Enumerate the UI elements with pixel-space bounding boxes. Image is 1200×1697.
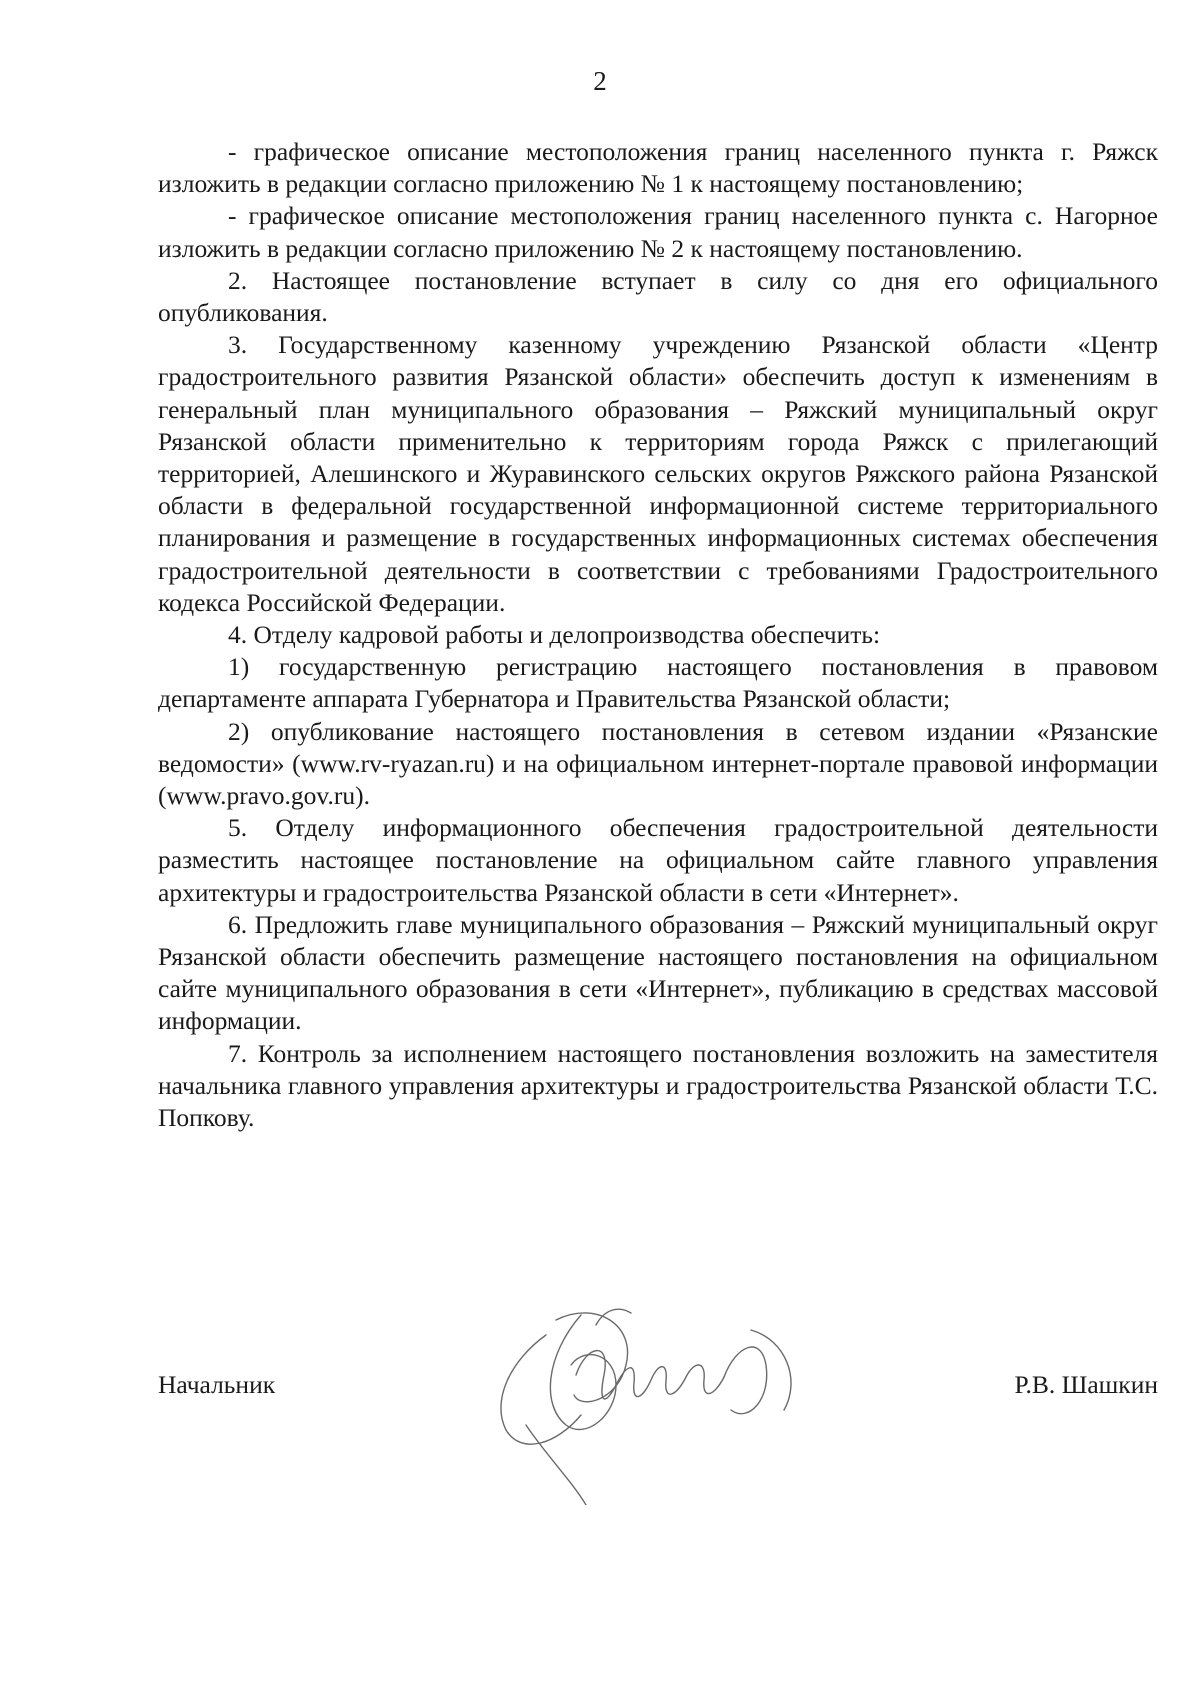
paragraph-boundary-ryazhsk: - графическое описание местоположения границ населенного пункта г. Ряжск изложить в редакции согласно приложению № 1 к настоящему постановлению; [158, 137, 1158, 199]
handwritten-signature [486, 1305, 816, 1505]
paragraph-item-3: 3. Государственному казенному учреждению Рязанской области «Центр градостроительного развития Рязанской области» обеспечить доступ к изменениям в генеральный план муниципального образования – Ряжский муниципальный округ Рязанской области применительно к территориям города Ряжск с прилегающий территорией, Алешинского и Журавинского сельских округов Ряжского района Рязанской области в федеральной государственной информационной системе территориального планирования и размещение в государственных информационных системах обеспечения градостроительной деятельности в соответствии с требованиями Градостроительного кодекса Российской Федерации. [158, 330, 1158, 617]
paragraph-item-7: 7. Контроль за исполнением настоящего постановления возложить на заместителя начальника главного управления архитектуры и градостроительства Рязанской области Т.С. Попкову. [158, 1038, 1158, 1133]
paragraph-boundary-nagornoe: - графическое описание местоположения границ населенного пункта с. Нагорное изложить в редакции согласно приложению № 2 к настоящему постановлению. [158, 201, 1158, 263]
paragraph-item-6: 6. Предложить главе муниципального образования – Ряжский муниципальный округ Рязанской области обеспечить размещение настоящего постановления на официальном сайте муниципального образования в сети «Интернет», публикацию в средствах массовой информации. [158, 909, 1158, 1036]
paragraph-item-4: 4. Отделу кадровой работы и делопроизводства обеспечить: [228, 620, 881, 650]
paragraph-item-4-2: 2) опубликование настоящего постановления в сетевом издании «Рязанские ведомости» (www.rv-ryazan.ru) и на официальном интернет-портале правовой информации (www.pravo.gov.ru). [158, 716, 1158, 811]
signatory-name: Р.В. Шашкин [1014, 1370, 1158, 1399]
paragraph-item-4-1: 1) государственную регистрацию настоящего постановления в правовом департаменте аппарата Губернатора и Правительства Рязанской области; [158, 652, 1158, 714]
paragraph-item-2: 2. Настоящее постановление вступает в силу со дня его официального опубликования. [158, 265, 1158, 328]
document-body [158, 136, 1158, 1134]
page-number: 2 [593, 66, 607, 96]
signatory-title: Начальник [158, 1370, 276, 1399]
paragraph-item-5: 5. Отделу информационного обеспечения градостроительной деятельности разместить настоящее постановление на официальном сайте главного управления архитектуры и градостроительства Рязанской области в сети «Интернет». [158, 813, 1158, 907]
